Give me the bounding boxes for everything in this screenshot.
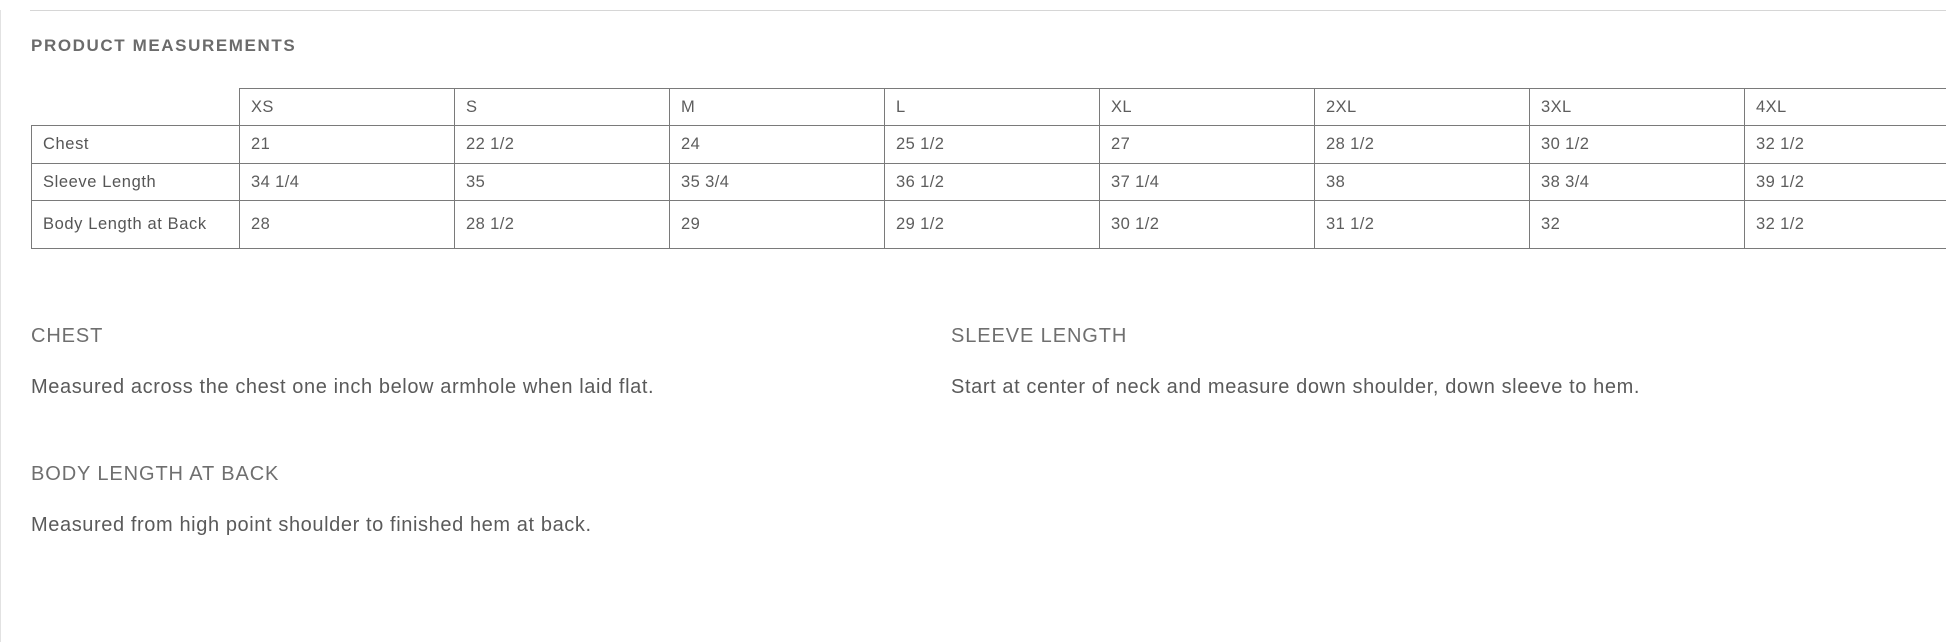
row-label-sleeve-length: Sleeve Length: [32, 163, 240, 200]
column-header-xs: XS: [240, 89, 455, 126]
cell-body-4xl: 32 1/2: [1745, 200, 1946, 248]
table-header-row: [32, 89, 1946, 126]
cell-sleeve-xs: 34 1/4: [240, 163, 455, 200]
column-header-l: L: [885, 89, 1100, 126]
page-title: PRODUCT MEASUREMENTS: [31, 36, 297, 55]
cell-chest-xl: 27: [1100, 126, 1315, 163]
definition-term-sleeve-length: SLEEVE LENGTH: [951, 325, 1128, 347]
cell-sleeve-s: 35: [455, 163, 670, 200]
cell-chest-m: 24: [670, 126, 885, 163]
cell-chest-l: 25 1/2: [885, 126, 1100, 163]
cell-sleeve-m: 35 3/4: [670, 163, 885, 200]
definition-description-chest: Measured across the chest one inch below armhole when laid flat.: [31, 376, 655, 398]
column-header-s: S: [455, 89, 670, 126]
cell-body-l: 29 1/2: [885, 200, 1100, 248]
column-header-xl: XL: [1100, 89, 1315, 126]
definition-description-sleeve-length: Start at center of neck and measure down shoulder, down sleeve to hem.: [951, 376, 1641, 398]
cell-body-s: 28 1/2: [455, 200, 670, 248]
cell-chest-xs: 21: [240, 126, 455, 163]
definition-description-body-length-at-back: Measured from high point shoulder to finished hem at back.: [31, 514, 592, 536]
column-header-2xl: 2XL: [1315, 89, 1530, 126]
definition-chest: [31, 325, 951, 405]
cell-sleeve-2xl: 38: [1315, 163, 1530, 200]
cell-body-3xl: 32: [1530, 200, 1745, 248]
cell-chest-3xl: 30 1/2: [1530, 126, 1745, 163]
cell-body-xl: 30 1/2: [1100, 200, 1315, 248]
cell-sleeve-3xl: 38 3/4: [1530, 163, 1745, 200]
cell-body-m: 29: [670, 200, 885, 248]
column-header-3xl: 3XL: [1530, 89, 1745, 126]
row-label-body-length-at-back: Body Length at Back: [32, 200, 240, 248]
definitions-row-1: [31, 325, 1911, 405]
cell-sleeve-l: 36 1/2: [885, 163, 1100, 200]
definition-term-body-length-at-back: BODY LENGTH AT BACK: [31, 463, 280, 485]
definitions-section: [31, 325, 1911, 543]
row-label-chest: Chest: [32, 126, 240, 163]
definitions-row-2: [31, 463, 1911, 543]
cell-chest-4xl: 32 1/2: [1745, 126, 1946, 163]
cell-chest-2xl: 28 1/2: [1315, 126, 1530, 163]
table-row: [32, 126, 1946, 163]
left-divider: [0, 10, 1, 642]
table-corner-cell: [32, 89, 240, 126]
cell-body-2xl: 31 1/2: [1315, 200, 1530, 248]
table-row: [32, 200, 1946, 248]
measurements-table-wrapper: [31, 88, 1849, 249]
cell-sleeve-xl: 37 1/4: [1100, 163, 1315, 200]
cell-body-xs: 28: [240, 200, 455, 248]
definition-body-length-at-back: [31, 463, 951, 543]
cell-chest-s: 22 1/2: [455, 126, 670, 163]
table-row: [32, 163, 1946, 200]
column-header-4xl: 4XL: [1745, 89, 1946, 126]
definition-sleeve-length: [951, 325, 1871, 405]
top-divider: [30, 10, 1946, 11]
measurements-table: [31, 88, 1946, 249]
definition-term-chest: CHEST: [31, 325, 104, 347]
cell-sleeve-4xl: 39 1/2: [1745, 163, 1946, 200]
column-header-m: M: [670, 89, 885, 126]
